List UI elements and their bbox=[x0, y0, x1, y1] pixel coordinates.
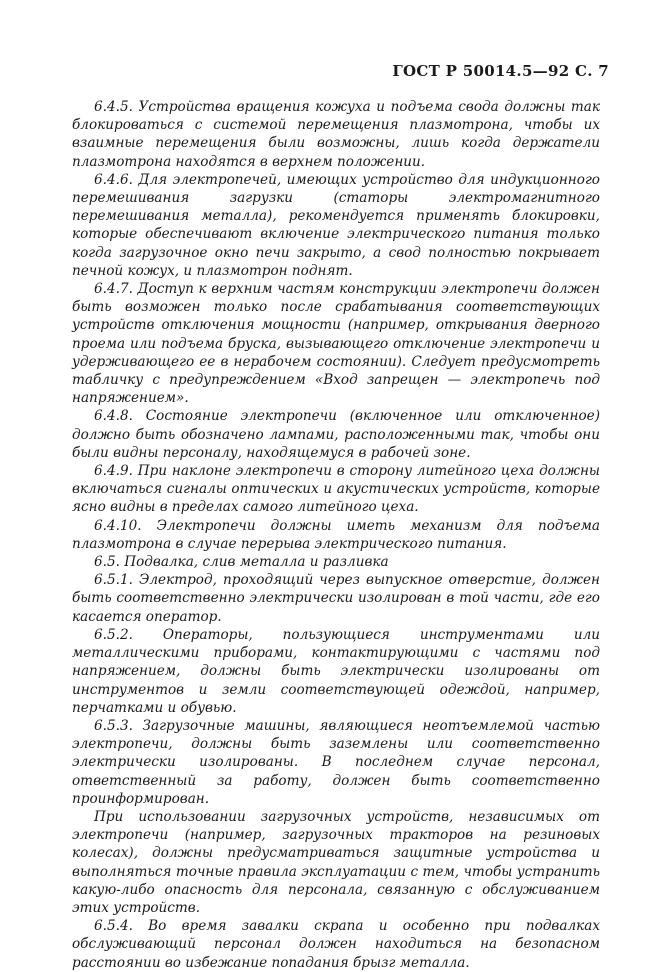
paragraph-6-4-5: 6.4.5. Устройства вращения кожуха и подъема свода должны так блокироваться с системой перемещения плазмотрона, чтобы их взаимные перемещения были возможны, лишь когда держатели плазмотрона находятся в верхнем положении. bbox=[72, 99, 600, 170]
running-header: ГОСТ Р 50014.5—92 С. 7 bbox=[392, 62, 609, 80]
paragraph-6-5-3: 6.5.3. Загрузочные машины, являющиеся неотъемлемой частью электропечи, должны быть заземлены или соответственно электрически изолированы. В последнем случае персонал, ответственный за работу, должен быть соответственно проинформирован. bbox=[72, 717, 600, 807]
paragraph-6-5-1: 6.5.1. Электрод, проходящий через выпускное отверстие, должен быть соответственно электрически изолирован в той части, где его касается оператор. bbox=[72, 572, 600, 625]
paragraph-6-4-9: 6.4.9. При наклоне электропечи в сторону литейного цеха должны включаться сигналы оптических и акустических устройств, которые ясно видны в пределах самого литейного цеха. bbox=[72, 463, 600, 516]
paragraph-6-5-4: 6.5.4. Во время завалки скрапа и особенно при подвалках обслуживающий персонал должен находиться на безопасном расстоянии во избежание попадания брызг металла. bbox=[72, 918, 600, 971]
section-heading-6-5: 6.5. Подвалка, слив металла и разливка bbox=[94, 554, 389, 571]
paragraph-6-4-7: 6.4.7. Доступ к верхним частям конструкции электропечи должен быть возможен только после срабатывания соответствующих устройств отключения мощности (например, открывания дверного проема или подъема бруска, вызывающего отключение электропечи и удерживающего ее в нерабочем состоянии). Следует предусмотреть табличку с предупреждением «Вход запрещен — электропечь под напряжением». bbox=[72, 281, 600, 407]
paragraph-6-4-6: 6.4.6. Для электропечей, имеющих устройство для индукционного перемешивания загрузки (статоры электромагнитного перемешивания металла), рекомендуется применять блокировки, которые обеспечивают включение электрического питания только когда загрузочное окно печи закрыто, а свод полностью покрывает печной кожух, и плазмотрон поднят. bbox=[72, 171, 600, 279]
paragraph-6-4-10: 6.4.10. Электропечи должны иметь механизм для подъема плазмотрона в случае перерыва электрического питания. bbox=[72, 517, 600, 552]
document-body bbox=[72, 98, 600, 972]
paragraph-6-4-8: 6.4.8. Состояние электропечи (включенное или отключенное) должно быть обозначено лампами, расположенными так, чтобы они были видны персоналу, находящемуся в рабочей зоне. bbox=[72, 408, 600, 461]
paragraph-6-5-2: 6.5.2. Операторы, пользующиеся инструментами или металлическими приборами, контактирующими с частями под напряжением, должны быть электрически изолированы от инструментов и земли соответствующей одеждой, например, перчатками и обувью. bbox=[72, 626, 600, 716]
paragraph-6-5-3-continued: При использовании загрузочных устройств, независимых от электропечи (например, загрузочных тракторов на резиновых колесах), должны предусматриваться защитные устройства и выполняться точные правила эксплуатации с тем, чтобы устранить какую-либо опасность для персонала, связанную с обслуживанием этих устройств. bbox=[72, 808, 600, 916]
